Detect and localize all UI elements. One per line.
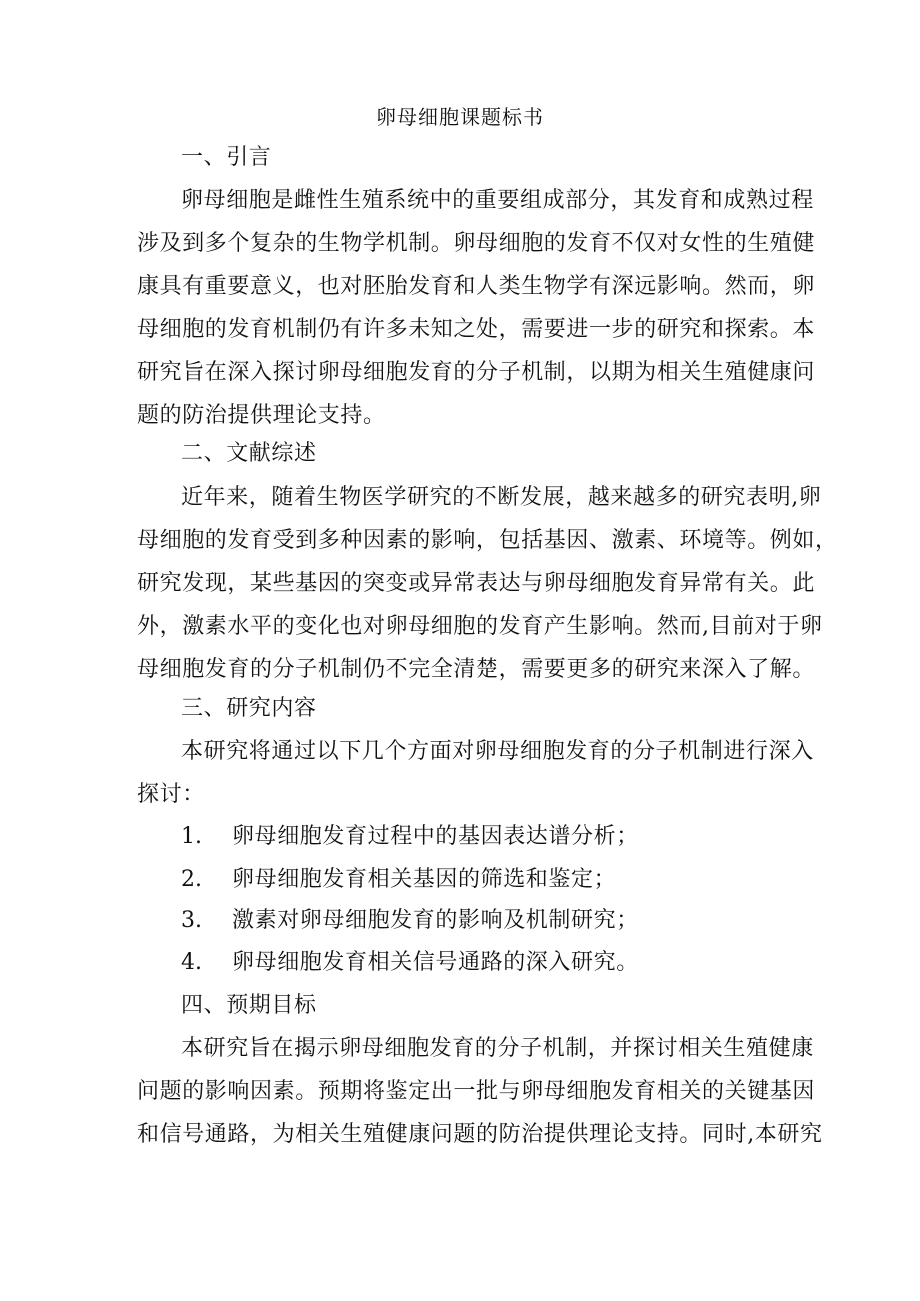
section-heading: 一、引言	[181, 145, 272, 170]
list-item-text: 激素对卵母细胞发育的影响及机制研究；	[232, 908, 639, 933]
paragraph-line: 近年来，随着生物医学研究的不断发展，越来越多的研究表明,卵	[181, 485, 822, 510]
list-item-text: 卵母细胞发育相关信号通路的深入研究。	[232, 950, 639, 975]
paragraph-line: 涉及到多个复杂的生物学机制。卵母细胞的发育不仅对女性的生殖健	[137, 231, 816, 256]
paragraph-line: 卵母细胞是雌性生殖系统中的重要组成部分，其发育和成熟过程	[181, 188, 814, 213]
paragraph-line: 母细胞发育的分子机制仍不完全清楚，需要更多的研究来深入了解。	[137, 657, 816, 682]
list-item-text: 卵母细胞发育过程中的基因表达谱分析；	[232, 824, 639, 849]
paragraph-line: 研究旨在深入探讨卵母细胞发育的分子机制，以期为相关生殖健康问	[137, 360, 816, 385]
paragraph-line: 母细胞的发育受到多种因素的影响，包括基因、激素、环境等。例如，	[137, 528, 838, 553]
section-heading: 二、文献综述	[181, 441, 317, 466]
paragraph-line: 母细胞的发育机制仍有许多未知之处，需要进一步的研究和探索。本	[137, 317, 816, 342]
paragraph-line: 康具有重要意义，也对胚胎发育和人类生物学有深远影响。然而，卵	[137, 274, 816, 299]
paragraph-line: 外，激素水平的变化也对卵母细胞的发育产生影响。然而,目前对于卵	[137, 614, 823, 639]
list-item-number: 3.	[181, 908, 202, 933]
paragraph-line: 本研究将通过以下几个方面对卵母细胞发育的分子机制进行深入	[181, 739, 814, 764]
list-item-number: 1.	[181, 824, 202, 849]
list-item-number: 4.	[181, 950, 202, 975]
section-heading: 三、研究内容	[181, 696, 317, 721]
paragraph-line: 题的防治提供理论支持。	[137, 403, 386, 428]
paragraph-line: 探讨：	[137, 782, 205, 807]
list-item-text: 卵母细胞发育相关基因的筛选和鉴定；	[232, 867, 617, 892]
document-title: 卵母细胞课题标书	[376, 105, 544, 129]
section-heading: 四、预期目标	[181, 993, 317, 1018]
paragraph-line: 和信号通路，为相关生殖健康问题的防治提供理论支持。同时,本研究	[137, 1122, 823, 1147]
paragraph-line: 研究发现，某些基因的突变或异常表达与卵母细胞发育异常有关。此	[137, 571, 816, 596]
list-item-number: 2.	[181, 867, 202, 892]
paragraph-line: 本研究旨在揭示卵母细胞发育的分子机制，并探讨相关生殖健康	[181, 1036, 814, 1061]
paragraph-line: 问题的影响因素。预期将鉴定出一批与卵母细胞发育相关的关键基因	[137, 1079, 816, 1104]
